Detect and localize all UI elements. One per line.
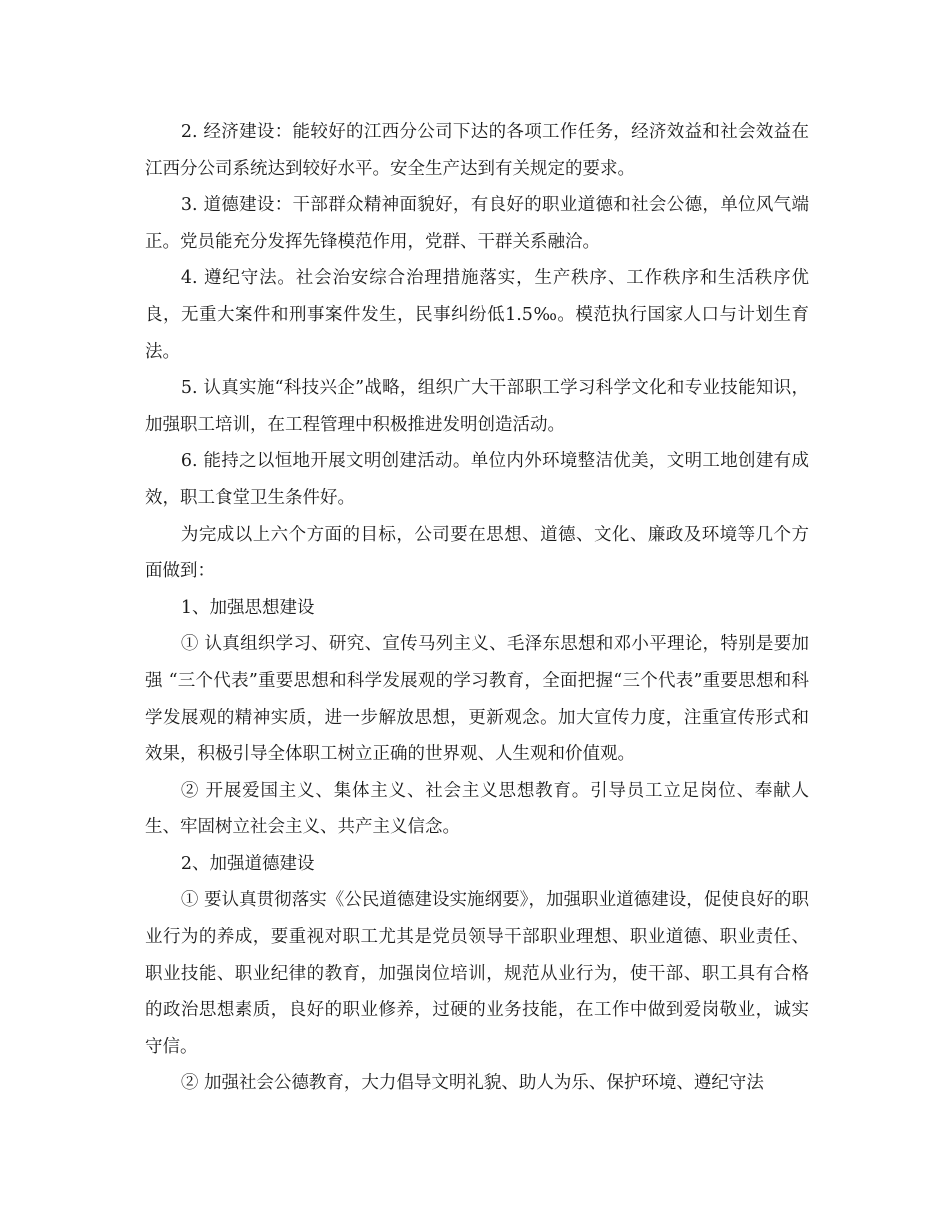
document-body	[145, 114, 809, 1102]
paragraph-civilization-activities: 6. 能持之以恒地开展文明创建活动。单位内外环境整洁优美，文明工地创建有成效，职工食堂卫生条件好。	[145, 451, 809, 508]
paragraph-morality-2: ② 加强社会公德教育，大力倡导文明礼貌、助人为乐、保护环境、遵纪守法	[180, 1073, 764, 1094]
paragraph-ideology-1: ① 认真组织学习、研究、宣传马列主义、毛泽东思想和邓小平理论，特别是要加强 “三个代表”重要思想和科学发展观的学习教育，全面把握“三个代表”重要思想和科学发展观的精神实质，进一步解放思想，更新观念。加大宣传力度，注重宣传形式和效果，积极引导全体职工树立正确的世界观、人生观和价值观。	[145, 634, 809, 765]
paragraph-moral-construction: 3. 道德建设：干部群众精神面貌好，有良好的职业道德和社会公德，单位风气端正。党员能充分发挥先锋模范作用，党群、干群关系融洽。	[145, 195, 809, 252]
paragraph-morality-1: ① 要认真贯彻落实《公民道德建设实施纲要》，加强职业道德建设，促使良好的职业行为的养成，要重视对职工尤其是党员领导干部职业理想、职业道德、职业责任、职业技能、职业纪律的教育，加强岗位培训，规范从业行为，使干部、职工具有合格的政治思想素质，良好的职业修养，过硬的业务技能，在工作中做到爱岗敬业，诚实守信。	[145, 890, 809, 1057]
paragraph-technology: 5. 认真实施“科技兴企”战略，组织广大干部职工学习科学文化和专业技能知识，加强职工培训，在工程管理中积极推进发明创造活动。	[145, 378, 809, 435]
paragraph-ideology-2: ② 开展爱国主义、集体主义、社会主义思想教育。引导员工立足岗位、奉献人生、牢固树立社会主义、共产主义信念。	[145, 780, 809, 838]
section-heading-ideology: 1、加强思想建设	[180, 597, 315, 618]
paragraph-goals-intro: 为完成以上六个方面的目标，公司要在思想、道德、文化、廉政及环境等几个方面做到：	[145, 524, 809, 582]
paragraph-law-abiding: 4. 遵纪守法。社会治安综合治理措施落实，生产秩序、工作秩序和生活秩序优良，无重大案件和刑事案件发生，民事纠纷低1.5‰。模范执行国家人口与计划生育法。	[145, 268, 809, 362]
paragraph-economic-construction: 2. 经济建设：能较好的江西分公司下达的各项工作任务，经济效益和社会效益在江西分公司系统达到较好水平。安全生产达到有关规定的要求。	[145, 122, 809, 179]
section-heading-morality: 2、加强道德建设	[180, 853, 315, 874]
